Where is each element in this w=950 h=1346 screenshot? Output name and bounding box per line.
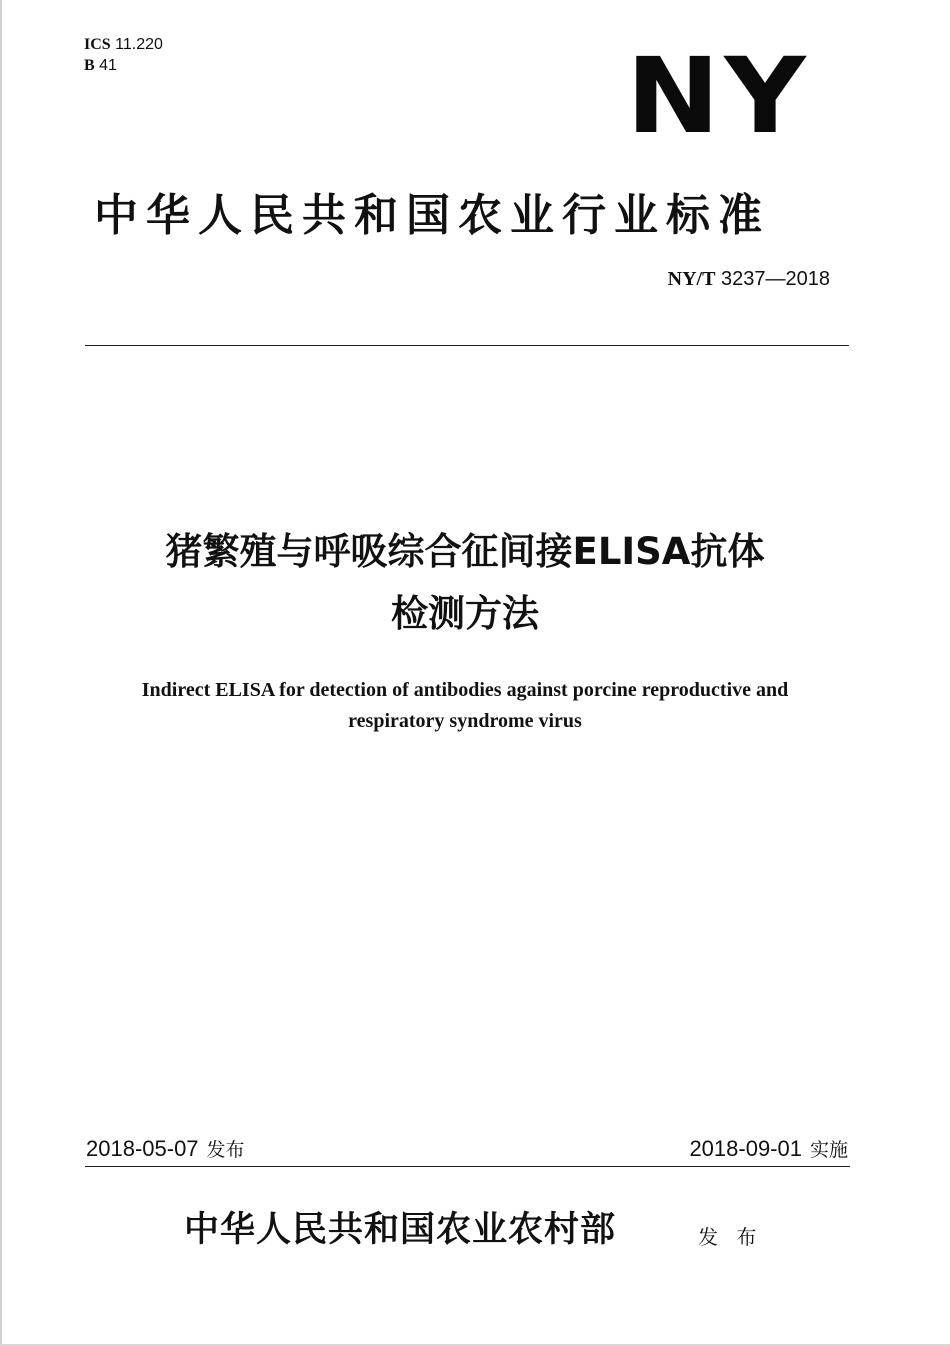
implementation-date-label: 实施 — [809, 1139, 848, 1161]
ccs-label: B — [84, 57, 95, 74]
issue-date — [86, 1134, 245, 1165]
ccs-code-line — [84, 55, 163, 76]
english-title-line-2: respiratory syndrome virus — [348, 710, 582, 732]
standard-number-prefix: NY/T — [667, 268, 716, 290]
chinese-title-line-2: 检测方法 — [391, 592, 539, 635]
english-title-line-1: Indirect ELISA for detection of antibodies against porcine reproductive and — [141, 679, 789, 701]
standard-number — [668, 266, 830, 292]
top-divider — [85, 345, 849, 346]
implementation-date-value: 2018-09-01 — [689, 1136, 802, 1161]
issue-date-value: 2018-05-07 — [86, 1136, 199, 1161]
ccs-code: 41 — [99, 57, 117, 74]
chinese-title-line-1: 猪繁殖与呼吸综合征间接ELISA抗体 — [165, 530, 765, 573]
ics-label: ICS — [84, 36, 111, 53]
ics-code-line — [84, 34, 163, 55]
issuing-action: 发 布 — [698, 1225, 763, 1249]
standard-category-title: 中华人民共和国农业行业标准 — [94, 190, 770, 241]
classification-codes — [84, 34, 163, 76]
issuing-authority: 中华人民共和国农业农村部 — [184, 1210, 617, 1250]
issue-date-label: 发布 — [206, 1139, 245, 1161]
bottom-divider — [85, 1166, 850, 1167]
ics-code: 11.220 — [115, 36, 163, 53]
standard-number-value: 3237—2018 — [721, 268, 830, 290]
implementation-date — [689, 1134, 848, 1165]
ny-logo: NY — [626, 35, 810, 157]
